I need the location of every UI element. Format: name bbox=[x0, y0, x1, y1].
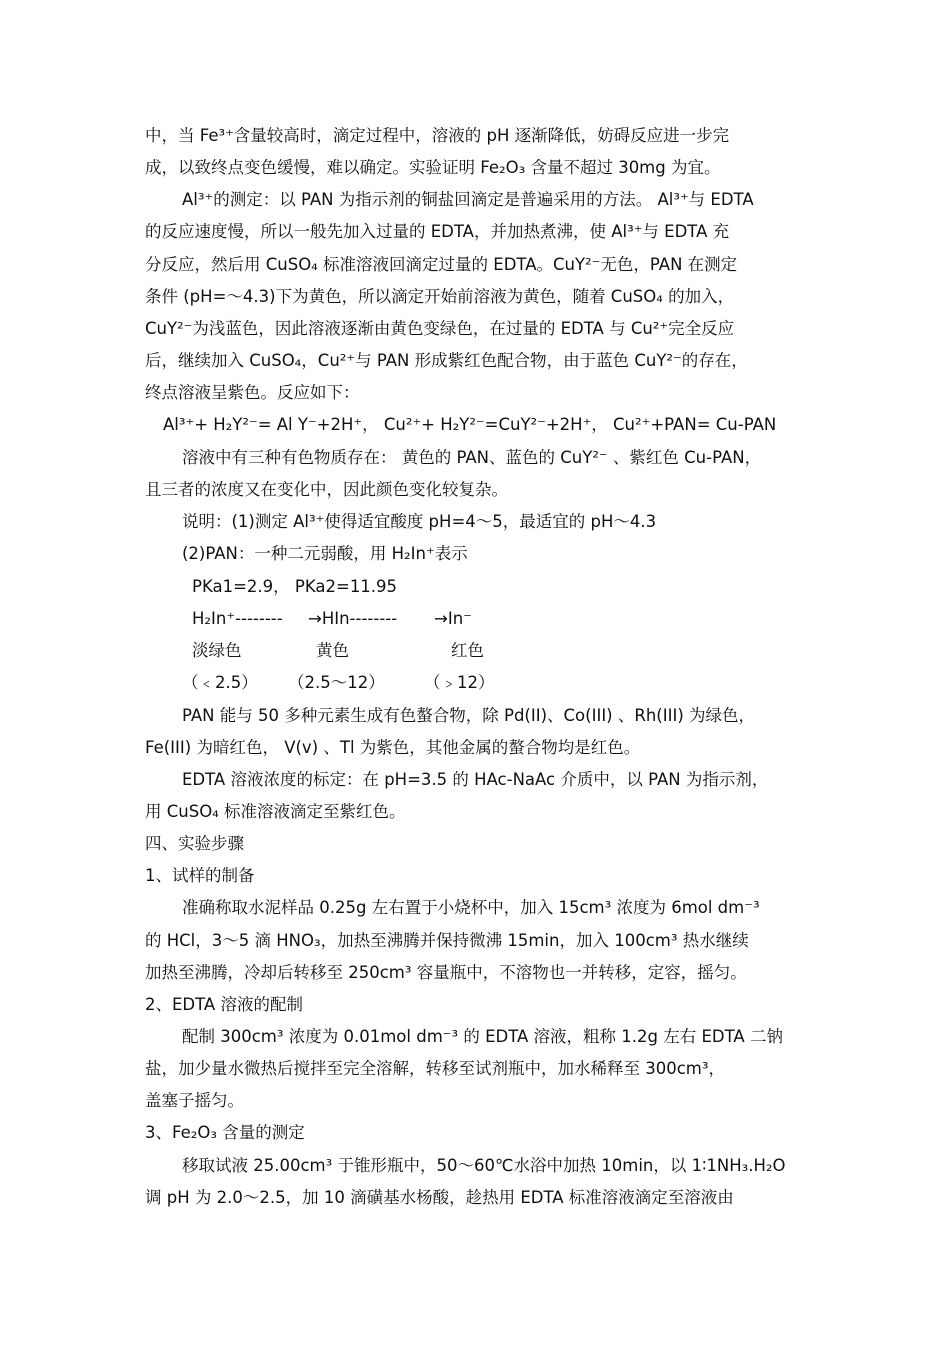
text-line: (2)PAN：一种二元弱酸，用 H₂In⁺表示 bbox=[182, 544, 468, 563]
text-line: Fe(III) 为暗红色， V(v) 、Tl 为紫色，其他金属的螯合物均是红色。 bbox=[145, 738, 641, 757]
text-line: 成，以致终点变色缓慢，难以确定。实验证明 Fe₂O₃ 含量不超过 30mg 为宜。 bbox=[145, 158, 721, 177]
text-line: 说明：(1)测定 Al³⁺使得适宜酸度 pH=4～5，最适宜的 pH～4.3 bbox=[182, 512, 657, 531]
text-line: 终点溶液呈紫色。反应如下： bbox=[145, 383, 360, 402]
ph-range-mid: （2.5～12） bbox=[288, 673, 385, 692]
text-line: 加热至沸腾，冷却后转移至 250cm³ 容量瓶中，不溶物也一并转移，定容，摇匀。 bbox=[145, 963, 747, 982]
text-line: Al³⁺的测定：以 PAN 为指示剂的铜盐回滴定是普遍采用的方法。 Al³⁺与 EDTA bbox=[182, 190, 754, 209]
color-yellow: 黄色 bbox=[316, 641, 349, 660]
color-light-green: 淡绿色 bbox=[192, 641, 242, 660]
text-line: 的反应速度慢，所以一般先加入过量的 EDTA，并加热煮沸，使 Al³⁺与 EDTA 充 bbox=[145, 222, 730, 241]
text-line: 中，当 Fe³⁺含量较高时，滴定过程中，溶液的 pH 逐渐降低，妨碍反应进一步完 bbox=[145, 126, 730, 145]
text-line: 溶液中有三种有色物质存在： 黄色的 PAN、蓝色的 CuY²⁻ 、紫红色 Cu-PAN， bbox=[182, 448, 762, 467]
reaction-equation: Al³⁺+ H₂Y²⁻= Al Y⁻+2H⁺， Cu²⁺+ H₂Y²⁻=CuY²⁻+2H⁺， Cu²⁺+PAN= Cu-PAN bbox=[163, 415, 777, 434]
text-line: 配制 300cm³ 浓度为 0.01mol dm⁻³ 的 EDTA 溶液，粗称 1.2g 左右 EDTA 二钠 bbox=[182, 1027, 783, 1046]
text-line: CuY²⁻为浅蓝色，因此溶液逐渐由黄色变绿色，在过量的 EDTA 与 Cu²⁺完全反应 bbox=[145, 319, 735, 338]
hin-species: →HIn-------- bbox=[308, 609, 398, 628]
text-line: 盐，加少量水微热后搅拌至完全溶解，转移至试剂瓶中，加水稀释至 300cm³， bbox=[145, 1059, 725, 1078]
subsection-heading: 1、试样的制备 bbox=[145, 866, 255, 885]
text-line: 且三者的浓度又在变化中，因此颜色变化较复杂。 bbox=[145, 480, 508, 499]
in-species: →In⁻ bbox=[434, 609, 472, 628]
section-heading: 四、实验步骤 bbox=[145, 834, 244, 853]
ph-range-high: （﹥12） bbox=[424, 673, 495, 692]
text-line: PAN 能与 50 多种元素生成有色螯合物，除 Pd(II)、Co(III) 、Rh(III) 为绿色， bbox=[182, 706, 756, 725]
color-red: 红色 bbox=[451, 641, 484, 660]
text-line: 条件 (pH=～4.3)下为黄色，所以滴定开始前溶液为黄色，随着 CuSO₄ 的加入， bbox=[145, 287, 735, 306]
text-line: 分反应，然后用 CuSO₄ 标准溶液回滴定过量的 EDTA。CuY²⁻无色，PAN 在测定 bbox=[145, 255, 738, 274]
subsection-heading: 2、EDTA 溶液的配制 bbox=[145, 995, 303, 1014]
subsection-heading: 3、Fe₂O₃ 含量的测定 bbox=[145, 1123, 305, 1142]
ph-range-low: （﹤2.5） bbox=[182, 673, 258, 692]
text-line: 调 pH 为 2.0～2.5，加 10 滴磺基水杨酸，趁热用 EDTA 标准溶液滴定至溶液由 bbox=[145, 1188, 734, 1207]
text-line: 移取试液 25.00cm³ 于锥形瓶中，50～60℃水浴中加热 10min，以 1∶1NH₃.H₂O bbox=[182, 1156, 786, 1175]
text-line: EDTA 溶液浓度的标定：在 pH=3.5 的 HAc-NaAc 介质中，以 PAN 为指示剂， bbox=[182, 770, 769, 789]
text-line: 后，继续加入 CuSO₄，Cu²⁺与 PAN 形成紫红色配合物，由于蓝色 CuY²⁻的存在， bbox=[145, 351, 748, 370]
text-line: 盖塞子摇匀。 bbox=[145, 1091, 244, 1110]
pka-values: PKa1=2.9， PKa2=11.95 bbox=[192, 577, 398, 596]
text-line: 准确称取水泥样品 0.25g 左右置于小烧杯中，加入 15cm³ 浓度为 6mol dm⁻³ bbox=[182, 898, 760, 917]
text-line: 的 HCl，3～5 滴 HNO₃，加热至沸腾并保持微沸 15min，加入 100cm³ 热水继续 bbox=[145, 931, 749, 950]
h2in-species: H₂In⁺-------- bbox=[192, 609, 283, 628]
text-line: 用 CuSO₄ 标准溶液滴定至紫红色。 bbox=[145, 802, 406, 821]
